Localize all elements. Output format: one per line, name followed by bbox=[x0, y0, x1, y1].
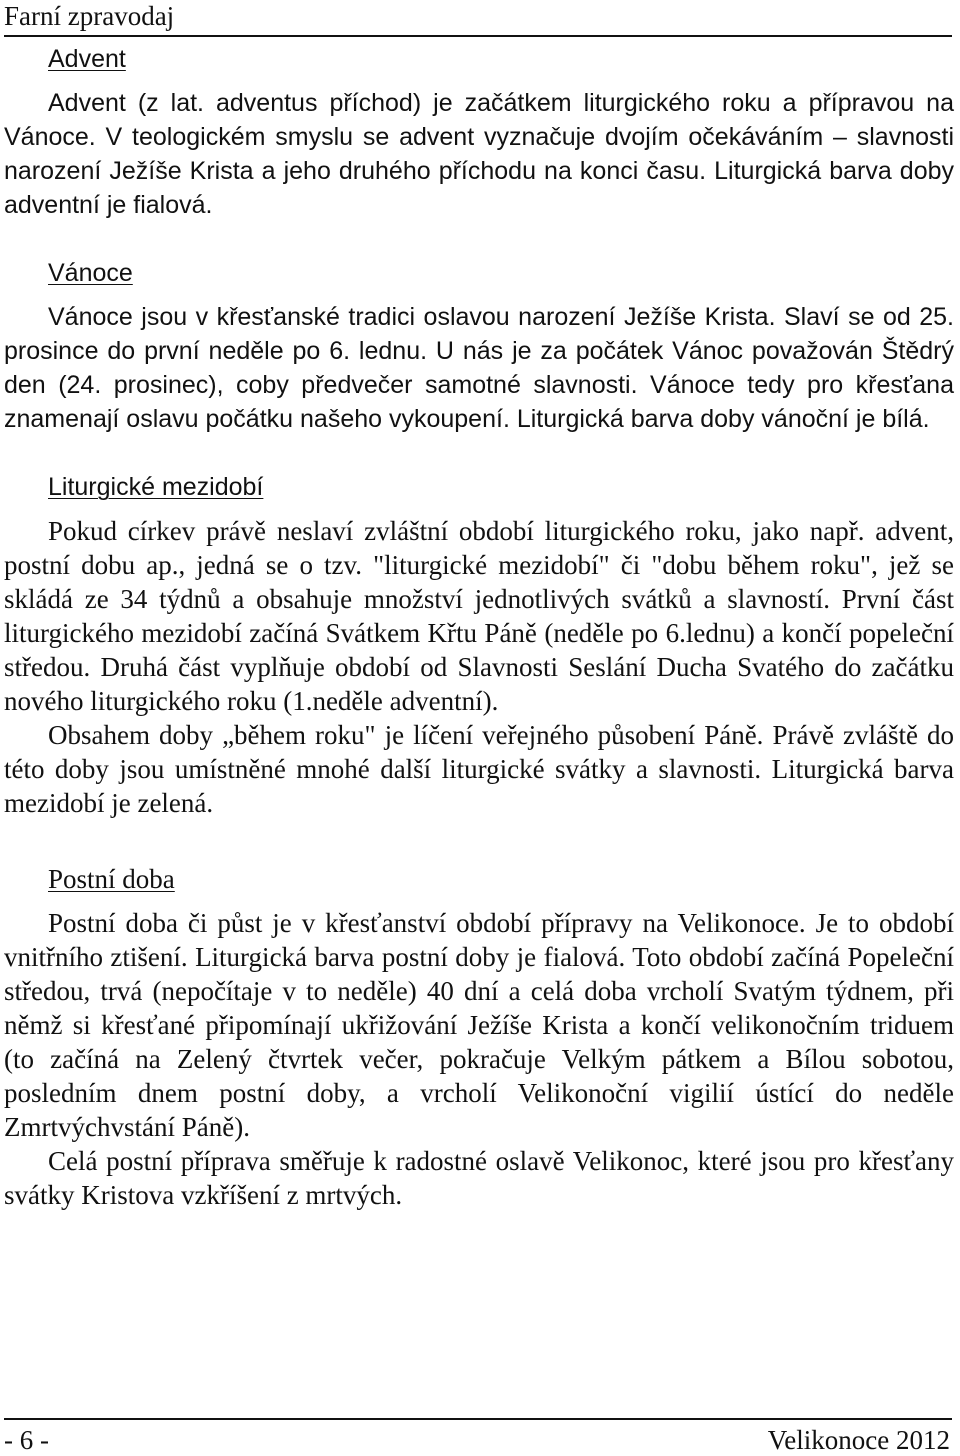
newsletter-title: Farní zpravodaj bbox=[4, 1, 175, 31]
section-heading-postni: Postní doba bbox=[48, 864, 175, 894]
section-vanoce bbox=[4, 256, 954, 436]
footer-divider bbox=[4, 1418, 952, 1420]
paragraph-postni-1: Postní doba či půst je v křesťanství období přípravy na Velikonoce. Je to období vnitřního ztišení. Liturgická barva postní doby je fialová. Toto období začíná Popeleční středou, trvá (nepočítaje v to neděle) 40 dní a celá doba vrcholí Svatým týdnem, při němž si křesťané připomínají ukřižování Ježíše Krista a končí velikonočním triduem (to začíná na Zelený čtvrtek večer, pokračuje Velkým pátkem a Bílou sobotou, posledním dnem postní doby, a vrcholí Velikonoční vigilií ústící do neděle Zmrtvýchvstání Páně). bbox=[4, 908, 954, 1142]
issue-label: Velikonoce 2012 bbox=[767, 1425, 950, 1455]
section-heading-vanoce: Vánoce bbox=[48, 259, 133, 287]
section-postni bbox=[4, 862, 954, 1212]
header-divider bbox=[4, 35, 952, 37]
article-body bbox=[4, 42, 954, 1212]
section-mezidobi bbox=[4, 470, 954, 820]
paragraph-postni-2: Celá postní příprava směřuje k radostné oslavě Velikonoc, které jsou pro křesťany svátky Kristova vzkříšení z mrtvých. bbox=[4, 1146, 954, 1210]
section-heading-advent: Advent bbox=[48, 45, 126, 73]
paragraph-mezidobi-2: Obsahem doby „během roku" je líčení veřejného působení Páně. Právě zvláště do této doby jsou umístněné mnohé další liturgické svátky a slavnosti. Liturgická barva mezidobí je zelená. bbox=[4, 720, 954, 818]
paragraph-mezidobi-1: Pokud církev právě neslaví zvláštní období liturgického roku, jako např. advent, postní dobu ap., jedná se o tzv. "liturgické mezidobí" či "dobu během roku", jež se skládá ze 34 týdnů a obsahuje množství jednotlivých svátků a slavností. První část liturgického mezidobí začíná Svátkem Křtu Páně (neděle po 6.lednu) a končí popeleční středou. Druhá část vyplňuje období od Slavnosti Seslání Ducha Svatého do začátku nového liturgického roku (1.neděle adventní). bbox=[4, 516, 954, 716]
section-heading-mezidobi: Liturgické mezidobí bbox=[48, 473, 264, 501]
paragraph-advent: Advent (z lat. adventus příchod) je začátkem liturgického roku a přípravou na Vánoce. V teologickém smyslu se advent vyznačuje dvojím očekáváním – slavnosti narození Ježíše Krista a jeho druhého příchodu na konci času. Liturgická barva doby adventní je fialová. bbox=[4, 89, 954, 219]
page-number: - 6 - bbox=[4, 1425, 49, 1455]
paragraph-vanoce: Vánoce jsou v křesťanské tradici oslavou narození Ježíše Krista. Slaví se od 25. prosince do první neděle po 6. lednu. U nás je za počátek Vánoc považován Štědrý den (24. prosinec), coby předvečer samotné slavnosti. Vánoce tedy pro křesťana znamenají oslavu počátku našeho vykoupení. Liturgická barva doby vánoční je bílá. bbox=[4, 303, 954, 433]
section-advent bbox=[4, 42, 954, 222]
